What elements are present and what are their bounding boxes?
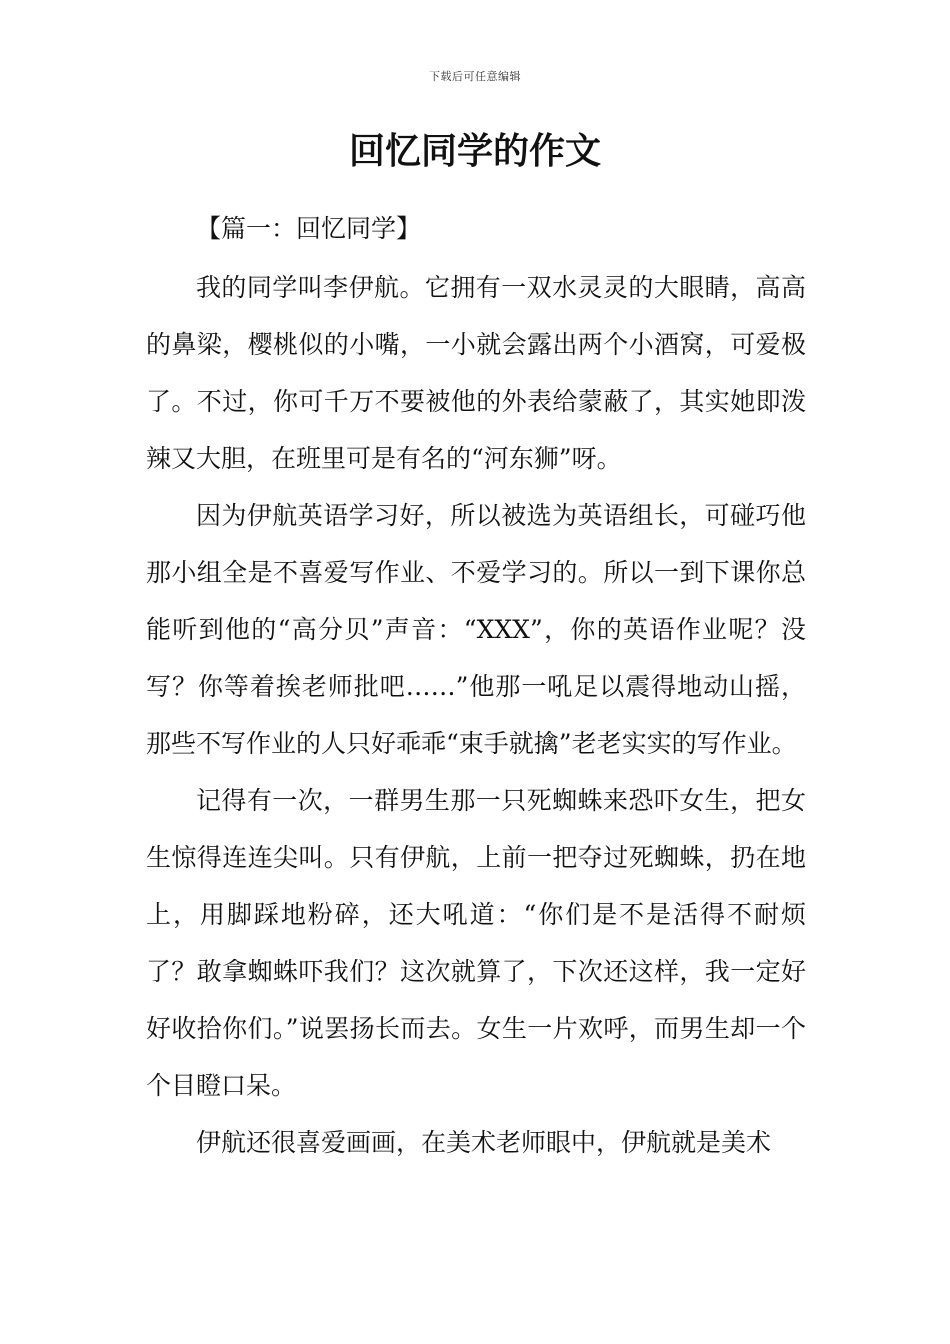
paragraph-1: 我的同学叫李伊航。它拥有一双水灵灵的大眼睛，高高的鼻梁，樱桃似的小嘴，一小就会露出两个小酒窝，可爱极了。不过，你可千万不要被他的外表给蒙蔽了，其实她即泼辣又大胆，在班里可是有名的“河东狮”呀。 — [146, 273, 806, 473]
paragraph-4: 伊航还很喜爱画画，在美术老师眼中，伊航就是美术 — [196, 1128, 772, 1157]
header-note: 下载后可任意编辑 — [429, 70, 521, 83]
paragraph-2: 因为伊航英语学习好，所以被选为英语组长，可碰巧他那小组全是不喜爱写作业、不爱学习的。所以一到下课你总能听到他的“高分贝”声音：“XXX”，你的英语作业呢？没写？你等着挨老师批吧……”他那一吼足以震得地动山摇，那些不写作业的人只好乖乖“束手就擒”老老实实的写作业。 — [146, 501, 806, 758]
document-title: 回忆同学的作文 — [348, 131, 601, 172]
document-body — [146, 200, 806, 1171]
paragraph-3: 记得有一次，一群男生那一只死蜘蛛来恐吓女生，把女生惊得连连尖叫。只有伊航，上前一把夺过死蜘蛛，扔在地上，用脚踩地粉碎，还大吼道：“你们是不是活得不耐烦了？敢拿蜘蛛吓我们？这次就算了，下次还这样，我一定好好收拾你们。”说罢扬长而去。女生一片欢呼，而男生却一个个目瞪口呆。 — [146, 786, 806, 1100]
section-heading: 【篇一：回忆同学】 — [196, 214, 422, 243]
